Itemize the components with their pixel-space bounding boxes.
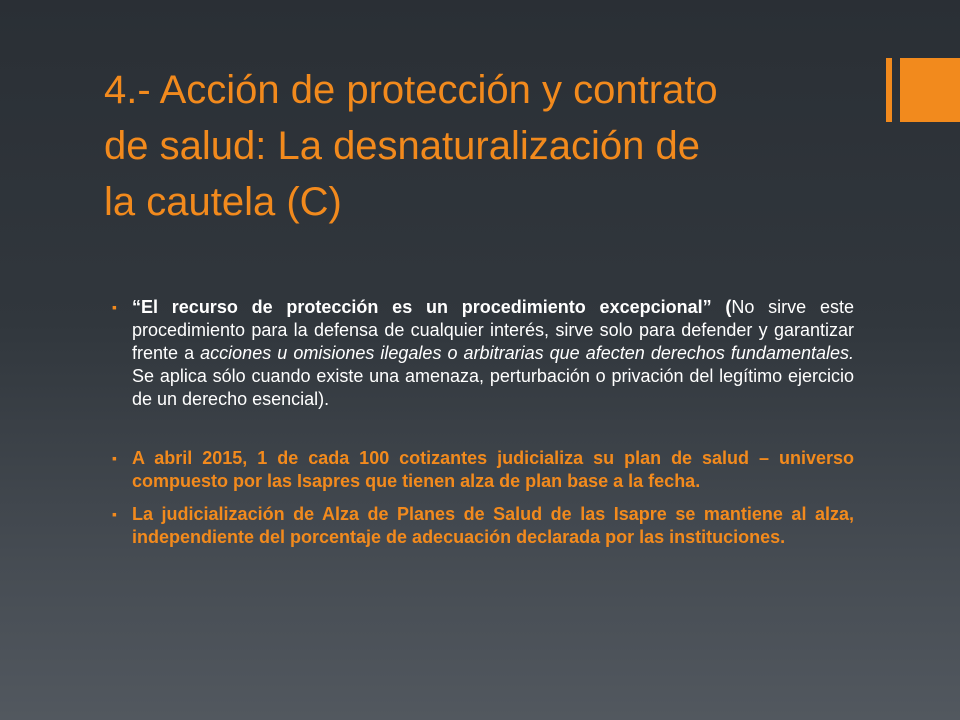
accent-bar-thick [900, 58, 960, 122]
bullet-1-bold-text: “El recurso de protección es un procedimiento excepcional” ( [132, 297, 732, 317]
bullet-2-text: A abril 2015, 1 de cada 100 cotizantes judicializa su plan de salud – universo compuesto por las Isapres que tienen alza de plan base a la fecha. [132, 448, 854, 491]
slide-title-line-1: 4.- Acción de protección y contrato [104, 68, 718, 112]
slide-title-line-2: de salud: La desnaturalización de [104, 124, 700, 168]
bullet-item-abril-2015 [112, 447, 854, 493]
bullet-marker-icon: ▪ [112, 450, 117, 466]
bullet-item-recurso [112, 296, 854, 411]
bullet-1-italic-text: acciones u omisiones ilegales o arbitrarias que afecten derechos fundamentales. [200, 343, 854, 363]
bullet-3-text: La judicialización de Alza de Planes de Salud de las Isapre se mantiene al alza, independiente del porcentaje de adecuación declarada por las instituciones. [132, 504, 854, 547]
bullet-marker-icon: ▪ [112, 299, 117, 315]
bullet-list [112, 296, 854, 549]
bullet-1-regular-text: No sirve este procedimiento para la defensa de cualquier interés, sirve solo para defender y garantizar frente a [132, 297, 854, 363]
bullet-1-closing-text: Se aplica sólo cuando existe una amenaza, perturbación o privación del legítimo ejercicio de un derecho esencial). [132, 366, 854, 409]
bullet-item-judicializacion [112, 503, 854, 549]
bullet-marker-icon: ▪ [112, 506, 117, 522]
slide-title-line-3: la cautela (C) [104, 180, 342, 224]
slide-title [104, 62, 864, 230]
accent-bar-thin [886, 58, 892, 122]
